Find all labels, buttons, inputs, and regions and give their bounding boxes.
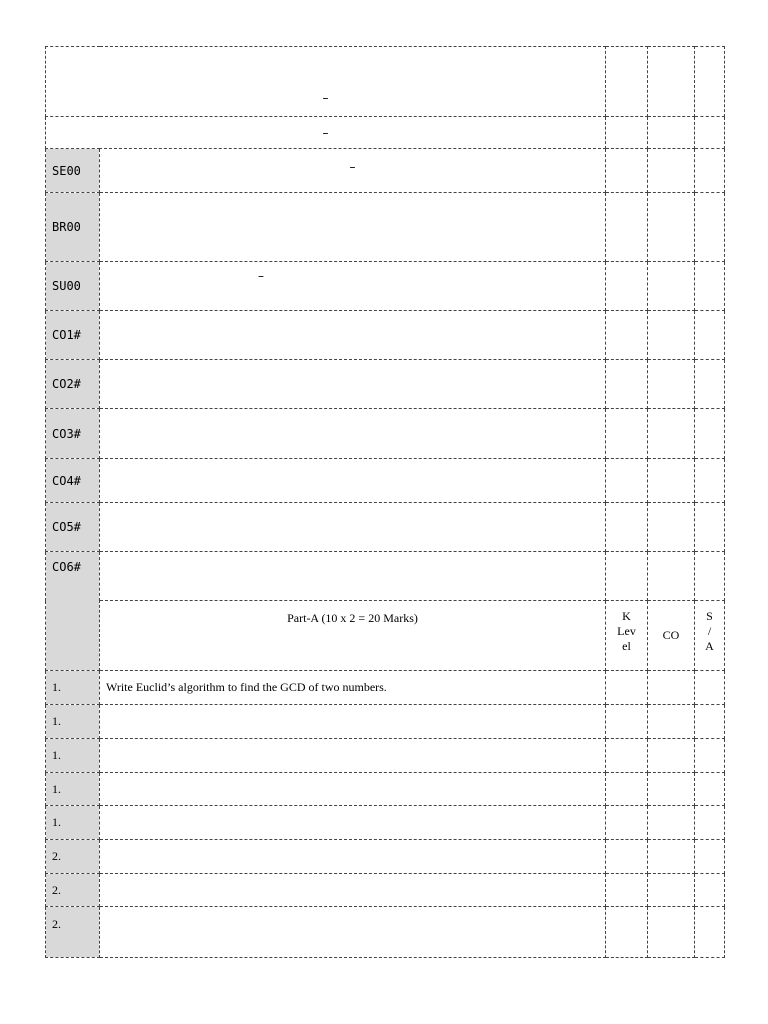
info-row-co4 <box>46 459 725 503</box>
info-code: CO4# <box>46 459 100 503</box>
info-row-co3 <box>46 409 725 459</box>
question-number: 1. <box>46 705 100 739</box>
info-code: CO1# <box>46 311 100 360</box>
info-row-se <box>46 149 725 193</box>
question-number: 1. <box>46 671 100 705</box>
question-text: Write Euclid’s algorithm to find the GCD of two numbers. <box>100 671 606 705</box>
question-row <box>46 907 725 958</box>
subtitle-dash: – <box>322 125 329 140</box>
info-value <box>100 311 606 360</box>
info-value <box>100 503 606 552</box>
question-row <box>46 705 725 739</box>
question-text <box>100 907 606 958</box>
info-row-su <box>46 262 725 311</box>
question-text <box>100 874 606 907</box>
question-number: 2. <box>46 907 100 958</box>
subtitle-row <box>46 117 725 149</box>
part-a-header-row <box>46 601 725 671</box>
question-row <box>46 739 725 773</box>
question-row <box>46 806 725 840</box>
info-code: CO5# <box>46 503 100 552</box>
question-text <box>100 840 606 874</box>
info-code: BR00 <box>46 193 100 262</box>
info-code: SE00 <box>46 149 100 193</box>
info-row-co6 <box>46 552 725 601</box>
question-row <box>46 773 725 806</box>
question-number: 2. <box>46 840 100 874</box>
info-value <box>100 459 606 503</box>
title-row <box>46 47 725 117</box>
question-row <box>46 840 725 874</box>
info-value <box>100 552 606 601</box>
question-row <box>46 671 725 705</box>
question-paper-table <box>45 46 725 958</box>
question-text <box>100 739 606 773</box>
info-row-br <box>46 193 725 262</box>
question-number: 1. <box>46 773 100 806</box>
sa-header: S / A <box>695 601 725 671</box>
question-number: 1. <box>46 739 100 773</box>
question-row <box>46 874 725 907</box>
info-value <box>100 409 606 459</box>
info-row-co2 <box>46 360 725 409</box>
co-header: CO <box>648 601 695 671</box>
info-value <box>100 360 606 409</box>
subtitle-cell <box>46 117 606 149</box>
title-cell <box>46 47 606 117</box>
info-value: – <box>100 149 606 193</box>
question-text <box>100 773 606 806</box>
question-text <box>100 705 606 739</box>
question-number: 1. <box>46 806 100 840</box>
part-a-title: Part-A (10 x 2 = 20 Marks) <box>100 601 606 671</box>
question-text <box>100 806 606 840</box>
info-code: CO6# <box>46 552 100 671</box>
info-value: – <box>100 262 606 311</box>
info-row-co1 <box>46 311 725 360</box>
k-level-header: K Lev el <box>606 601 648 671</box>
info-code: CO2# <box>46 360 100 409</box>
question-number: 2. <box>46 874 100 907</box>
title-dash: – <box>322 91 329 105</box>
info-code: SU00 <box>46 262 100 311</box>
info-code: CO3# <box>46 409 100 459</box>
info-row-co5 <box>46 503 725 552</box>
info-value <box>100 193 606 262</box>
